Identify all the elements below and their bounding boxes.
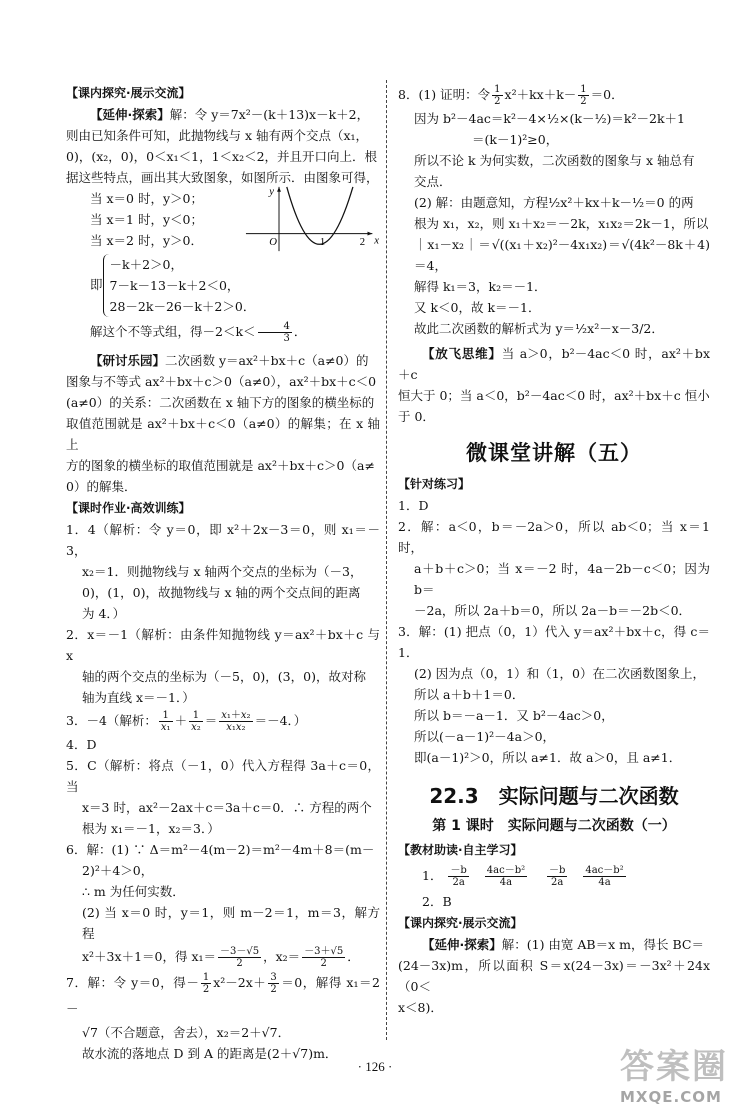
answer-line: 1．D	[398, 498, 429, 513]
x-axis-arrow	[367, 232, 372, 236]
section-heading: 【教材助读·自主学习】	[398, 843, 523, 857]
answer-line: 又 k＜0，故 k＝－1．	[414, 300, 541, 315]
answer-line: √7（不合题意，舍去），x₂＝2＋√7．	[82, 1025, 291, 1040]
text-span: ＝0．	[590, 87, 624, 102]
answer-line: 所以不论 k 为何实数，二次函数的图象与 x 轴总有	[414, 153, 695, 168]
answer-line: 3．解：(1) 把点（0，1）代入 y＝ax²＋bx＋c，得 c＝1．	[398, 624, 710, 660]
watermark	[620, 1039, 728, 1106]
answer-line: 交点．	[414, 174, 452, 189]
text-span: 8．(1) 证明：令	[398, 87, 491, 102]
answer-line: 轴的两个交点的坐标为（－5，0)，(3，0)，故对称	[82, 669, 366, 684]
text-span: x²＋3x＋1＝0，得 x₁＝	[82, 949, 217, 964]
fraction: $\frac{1}{\text{x₁}}$	[160, 710, 171, 733]
answer-line: (2) 解：由题意知，方程½x²＋kx＋k－½＝0 的两	[414, 195, 694, 210]
text-span: 1．	[422, 868, 443, 883]
think-paragraph	[398, 343, 710, 385]
text-line: 恒大于 0；当 a＜0，b²－4ac＜0 时，ax²＋bx＋c 恒小	[398, 388, 710, 403]
section-heading: 【课内探究·展示交流】	[66, 86, 191, 100]
solution-line	[66, 321, 380, 344]
answer-line: ＝(k－1)²≥0，	[472, 132, 559, 147]
answer-line: 根为 x₁，x₂，则 x₁＋x₂＝－2k，x₁x₂＝2k－1，所以	[414, 216, 709, 231]
right-column	[398, 82, 710, 1018]
lesson-title: 第 1 课时 实际问题与二次函数（一）	[432, 818, 676, 834]
column-divider	[386, 80, 387, 1040]
answer-line: 故此二次函数的解析式为 y＝½x²－x－3/2．	[414, 321, 664, 336]
section-heading: 【课内探究·展示交流】	[398, 916, 523, 930]
parabola-graph	[244, 184, 380, 254]
chapter-title: 22.3 实际问题与二次函数	[429, 784, 679, 808]
text-line: 于 0．	[398, 409, 435, 424]
conditions	[66, 188, 236, 251]
text-line: 取值范围就是 ax²＋bx＋c＜0（a≠0）的解集；在 x 轴上	[66, 416, 380, 452]
answer-line: a＋b＋c＞0；当 x＝－2 时，4a－2b－c＜0；因为 b＝	[414, 561, 710, 597]
answer-line: 即(a－1)²＞0，所以 a≠1．故 a＞0，且 a≠1．	[414, 750, 682, 765]
answer-line: 因为 b²－4ac＝k²－4×½×(k－½)＝k²－2k＋1	[414, 111, 686, 126]
inequality-system	[66, 254, 380, 317]
answer-line: ｜x₁－x₂｜＝√((x₁＋x₂)²－4x₁x₂)＝√(4k²－8k＋4)＝4，	[414, 237, 710, 273]
text-line: 当 x＝0 时，y＞0；	[90, 191, 203, 206]
graph-row	[66, 185, 380, 254]
y-axis-arrow	[277, 187, 281, 192]
answer-line: 2．B	[422, 894, 452, 909]
text-span: ＝0，解得 x₁＝2－	[66, 975, 380, 1016]
answer-line	[66, 970, 380, 1022]
left-column	[66, 82, 380, 1064]
fraction: $\frac{1}{2}$	[202, 972, 210, 995]
answer-line: 所以(－a－1)²－4a＞0，	[414, 729, 556, 744]
answer-line: 2．解：a＜0，b＝－2a＞0，所以 ab＜0；当 x＝1 时，	[398, 519, 710, 555]
micro-lesson-title: 微课堂讲解（五）	[466, 441, 642, 465]
fraction	[258, 321, 292, 344]
text-span: x²＋kx＋k－	[504, 87, 577, 102]
text-span: 7．解：令 y＝0，得－	[66, 975, 199, 990]
answer-line: 为 4．）	[82, 606, 126, 621]
text-span: ．	[293, 324, 307, 339]
section-tag: 【延伸·探索】	[90, 107, 170, 122]
x-label: x	[374, 234, 379, 247]
fraction: $\frac{1}{\text{x₂}}$	[191, 710, 201, 733]
text-line: 当 x＝2 时，y＞0．	[90, 233, 203, 248]
fraction: $\frac{-b}{2a}$	[450, 865, 467, 888]
answer-line	[398, 82, 710, 108]
watermark-logo: 答案圈	[620, 1047, 728, 1087]
text-span: x²－2x＋	[213, 975, 267, 990]
text-line: 方的图象的横坐标的取值范围就是 ax²＋bx＋c＞0（a≠	[66, 458, 375, 473]
section-tag: 【放飞思维】	[422, 346, 502, 361]
text-span: 解这个不等式组，得－2＜k＜	[90, 324, 256, 339]
fraction: $\frac{\text{4ac－b²}}{4a}$	[486, 865, 526, 888]
answer-line: 2)²＋4＞0，	[82, 863, 154, 878]
fraction: $\frac{\text{4ac－b²}}{4a}$	[585, 865, 624, 888]
text-line: 则由已知条件可知，此抛物线与 x 轴有两个交点（x₁，	[66, 128, 369, 143]
text-line: (24－3x)m，所以面积 S＝x(24－3x)＝－3x²＋24x（0＜	[398, 958, 710, 994]
answer-line	[66, 944, 380, 970]
answer-line: 0)，(1，0)，故抛物线与 x 轴的两个交点间的距离	[82, 585, 361, 600]
watermark-url: MXQE.COM	[620, 1088, 722, 1106]
section-tag: 【研讨乐园】	[90, 353, 166, 368]
text-line: 据这些特点，画出其大致图象，如图所示．由图象可得，	[66, 170, 379, 185]
fraction: $\frac{3}{2}$	[270, 972, 277, 995]
system-line-2: 7－k－13－k＋2＜0，	[109, 278, 240, 293]
answer-line: x₂＝1．则抛物线与 x 轴两个交点的坐标为（－3，	[82, 564, 363, 579]
tick-label-1: 1	[319, 236, 326, 249]
discussion-paragraph	[66, 350, 380, 371]
section-heading: 【针对练习】	[398, 477, 471, 491]
answer-line: －2a，所以 2a＋b＝0，所以 2a－b＝－2b＜0．	[414, 603, 692, 618]
system-brace	[103, 254, 256, 317]
text-line: 图象与不等式 ax²＋bx＋c＞0（a≠0），ax²＋bx＋c＜0	[66, 374, 377, 389]
system-lead: 即	[90, 277, 103, 292]
answer-line: (2) 当 x＝0 时，y＝1，则 m－2＝1，m＝3，解方程	[82, 905, 380, 941]
fraction: $\frac{-3+√5}{2}$	[304, 946, 344, 969]
text-line: (a≠0）的关系：二次函数在 x 轴下方的图象的横坐标的	[66, 395, 375, 410]
fraction: $\frac{\text{x₁＋x₂}}{\text{x₁x₂}}$	[221, 710, 251, 733]
text-line: 当 x＝1 时，y＜0；	[90, 212, 203, 227]
answer-line: (2) 因为点（0，1）和（1，0）在二次函数图象上，	[414, 666, 705, 681]
text-span: 3．－4（解析：	[66, 713, 157, 728]
answer-line: x＝3 时，ax²－2ax＋c＝3a＋c＝0．∴ 方程的两个	[82, 800, 372, 815]
answer-line: 根为 x₁＝－1，x₂＝3．）	[82, 821, 220, 836]
answer-line: 1．4（解析：令 y＝0，即 x²＋2x－3＝0，则 x₁＝－3，	[66, 522, 380, 558]
numerator: 4	[258, 321, 292, 333]
answer-line: 6．解：(1) ∵ Δ＝m²－4(m－2)＝m²－4m＋8＝(m－	[66, 842, 375, 857]
extension-paragraph	[66, 104, 380, 125]
system-line-1: －k＋2＞0，	[109, 257, 183, 272]
text-span: 二次函数 y＝ax²＋bx＋c（a≠0）的	[165, 353, 369, 368]
answer-line: 故水流的落地点 D 到 A 的距离是(2＋√7)m．	[82, 1046, 338, 1061]
text-span: ．	[347, 949, 360, 964]
fraction: $\frac{-b}{2a}$	[549, 865, 566, 888]
text-line: x＜8)．	[398, 1000, 443, 1015]
answer-line: 3．－4（解析： $\frac{1}{\text{x₁}}$ ＋ $\frac{1}{\text{x₂}}$ ＝ $\frac{\text{x₁＋x₂}}{\text{x₁x₂}}$ ＝－4．）	[66, 710, 307, 733]
extension-paragraph	[398, 934, 710, 955]
answer-line	[398, 861, 710, 891]
answer-line: 5．C（解析：将点（－1，0）代入方程得 3a＋c＝0，当	[66, 758, 380, 794]
answer-line: 2．x＝－1（解析：由条件知抛物线 y＝ax²＋bx＋c 与 x	[66, 627, 380, 663]
section-heading: 【课时作业·高效训练】	[66, 501, 191, 515]
answer-line: 解得 k₁＝3，k₂＝－1．	[414, 279, 547, 294]
y-label: y	[269, 185, 274, 198]
text-line: 0）的解集．	[66, 479, 137, 494]
answer-line: 所以 b＝－a－1．又 b²－4ac＞0，	[414, 708, 614, 723]
text-span: 解：(1) 由宽 AB＝x m，得长 BC＝	[501, 937, 704, 952]
answer-line: 所以 a＋b＋1＝0．	[414, 687, 525, 702]
text-span: ＝－4．）	[254, 713, 307, 728]
fraction: $\frac{1}{2}$	[494, 84, 501, 107]
text-span: 当 a＞0，b²－4ac＜0 时，ax²＋bx＋c	[398, 346, 710, 382]
answer-line: 轴为直线 x＝－1．）	[82, 690, 195, 705]
origin-label: O	[269, 236, 277, 249]
fraction: $\frac{-3-√5}{2}$	[220, 946, 260, 969]
section-tag: 【延伸·探索】	[422, 937, 502, 952]
page-number: · 126 ·	[357, 1059, 393, 1074]
answer-line: 4．D	[66, 737, 97, 752]
text-line: 解：令 y＝7x²－(k＋13)x－k＋2，	[169, 107, 370, 122]
text-line: 0)，(x₂，0)，0＜x₁＜1，1＜x₂＜2，并且开口向上．根	[66, 149, 378, 164]
answer-line: ∴ m 为任何实数．	[82, 884, 185, 899]
denominator: 3	[283, 333, 290, 344]
system-line-3: 28－2k－26－k＋2＞0．	[109, 299, 256, 314]
tick-label-2: 2	[359, 236, 365, 249]
fraction: $\frac{1}{2}$	[580, 84, 587, 107]
text-span: ，x₂＝	[263, 949, 301, 964]
